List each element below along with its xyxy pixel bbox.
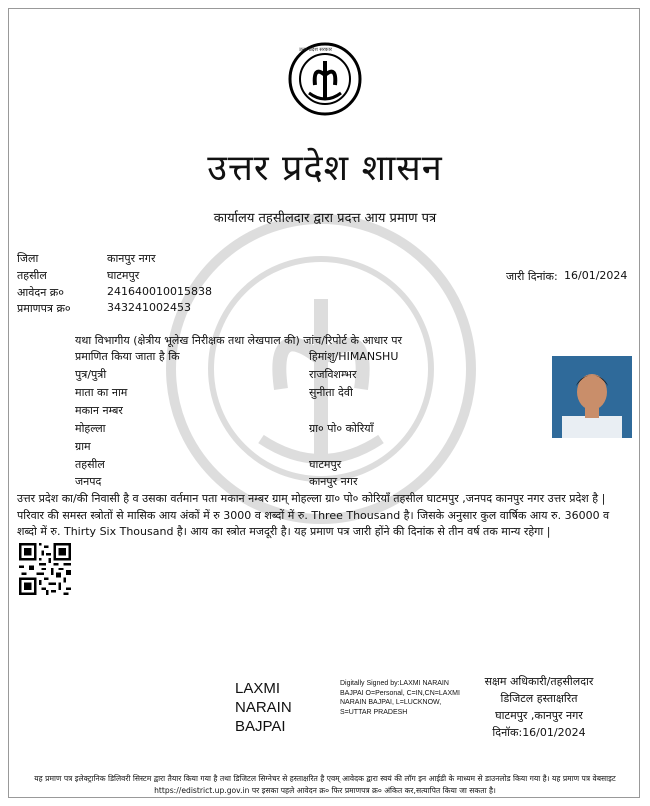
certificate-number: 343241002453	[107, 301, 191, 314]
person-photo-icon	[552, 356, 632, 438]
locality-value: ग्रा० पो० कोरियाँ	[309, 422, 374, 435]
tehsil-value: घाटमपुर	[107, 269, 140, 282]
emblem-text: उत्तर प्रदेश सरकार	[299, 47, 332, 53]
mother-value: सुनीता देवी	[309, 386, 353, 399]
application-label: आवेदन क्र०	[17, 286, 64, 299]
district-value: कानपुर नगर	[107, 252, 156, 265]
applicant-name: हिमांशु/HIMANSHU	[309, 350, 399, 363]
certificate-paragraph: उत्तर प्रदेश का/की निवासी है व उसका वर्तमान पता मकान नम्बर ग्राम् मोहल्ला ग्रा० पो० कोरियाँ तहसील घाटमपुर ,जनपद कानपुर नगर उत्तर प्रदेश है | परिवार की समस्त स्त्रोतों से मासिक आय अंकों में रु 3000 व शब्दों में रु. Three Thousand है। जिसके अनुसार कुल वार्षिक आय रु. 36000 व शब्दो में रु. Thirty Six Thousand है। आय का स्त्रोत मजदूरी है। यह प्रमाण पत्र जारी होंने की दिनांक से तीन वर्ष तक मान्य रहेगा |	[17, 492, 610, 538]
certificate-page	[8, 8, 640, 798]
qr-code	[19, 543, 71, 595]
locality-label: मोहल्ला	[75, 422, 106, 435]
authority-title: सक्षम अधिकारी/तहसीलदार	[484, 675, 594, 688]
house-number-label: मकान नम्बर	[75, 404, 123, 417]
village-label: ग्राम	[75, 440, 91, 453]
application-number: 241640010015838	[107, 285, 212, 298]
authority-block	[449, 673, 629, 741]
authority-place: घाटमपुर ,कानपुर नगर	[495, 709, 583, 722]
document-subtitle: कार्यालय तहसीलदार द्वारा प्रदत्त आय प्रमाण पत्र	[213, 211, 437, 226]
district-label: जिला	[17, 252, 39, 265]
issue-date-label: जारी दिनांक:	[506, 270, 558, 283]
issue-date-value: 16/01/2024	[564, 269, 628, 282]
mother-label: माता का नाम	[75, 386, 128, 399]
digital-signature-details: Digitally Signed by:LAXMI NARAIN BAJPAI O=Personal, C=IN,CN=LAXMI NARAIN BAJPAI, L=LUCKNOW, S=UTTAR PRADESH	[340, 680, 460, 716]
parent-label: पुत्र/पुत्री	[75, 368, 107, 381]
applicant-photo	[552, 356, 632, 438]
tehsil-detail-label: तहसील	[75, 458, 105, 471]
district-detail-label: जनपद	[75, 475, 102, 488]
tehsil-label: तहसील	[17, 269, 47, 282]
signatory-name: LAXMI NARAIN BAJPAI	[235, 680, 292, 735]
certificate-label: प्रमाणपत्र क्र०	[17, 302, 71, 315]
parent-value: राजविशम्भर	[309, 368, 357, 381]
tehsil-detail-value: घाटमपुर	[309, 458, 342, 471]
authority-signed: डिजिटल हस्ताक्षरित	[500, 692, 578, 705]
intro-line-2: प्रमाणित किया जाता है कि	[75, 350, 180, 363]
footer-note: यह प्रमाण पत्र इलेक्ट्रानिक डिलिवरी सिस्टम द्वारा तैयार किया गया है तथा डिजिटल सिग्नेचर से हस्ताक्षरित है एवम् आवेदक द्वारा स्वयं की लॉग इन आईडी के माध्यम से डाउनलोड किया गया है। यह प्रमाण पत्र वेबसाइट https://edistrict.up.gov.in पर इसका पहले आवेदन क्र० फिर प्रमाणपत्र क्र० अंकित कर,सत्यापित किया जा सकता है।	[34, 774, 616, 795]
authority-date: दिनॉक:16/01/2024	[492, 726, 586, 739]
intro-line-1: यथा विभागीय (क्षेत्रीय भूलेख निरीक्षक तथा लेखपाल की) जांच/रिपोर्ट के आधार पर	[75, 334, 402, 347]
district-detail-value: कानपुर नगर	[309, 475, 358, 488]
document-title: उत्तर प्रदेश शासन	[207, 148, 443, 189]
